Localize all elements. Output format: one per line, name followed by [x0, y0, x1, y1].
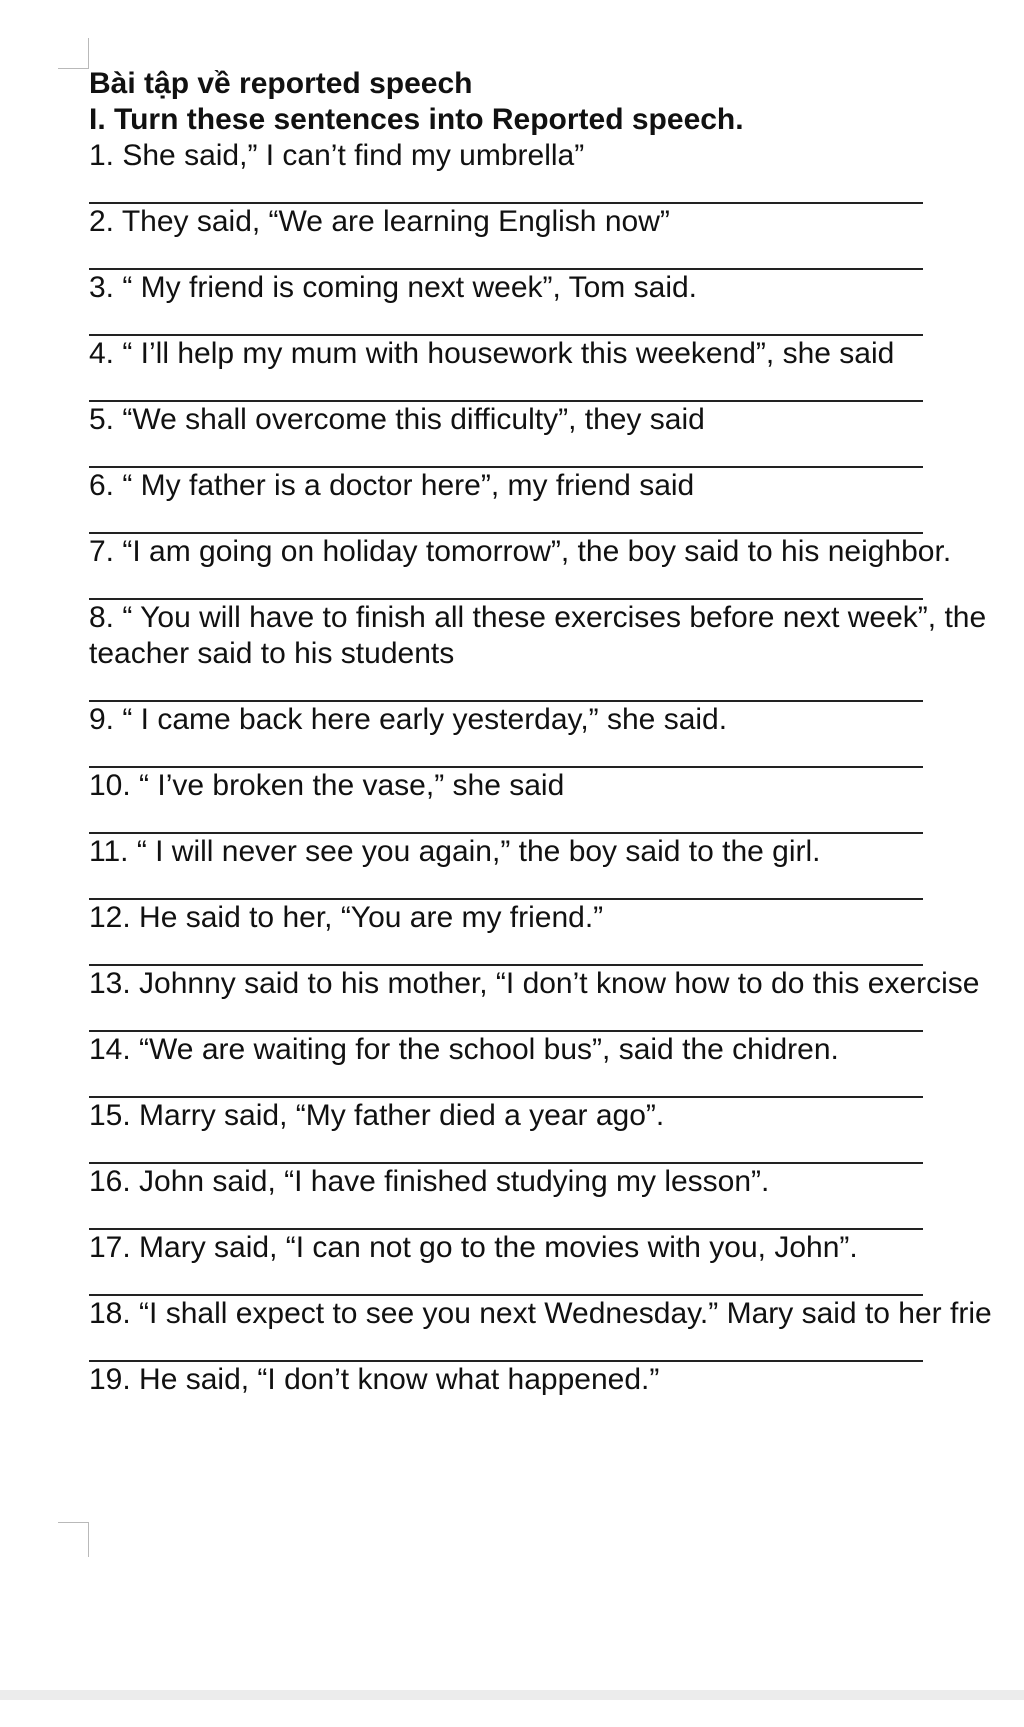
- exercise-sentence: 3. “ My friend is coming next week”, Tom said.: [89, 271, 697, 304]
- page-bottom-divider: [0, 1690, 1024, 1700]
- exercise-sentence: 18. “I shall expect to see you next Wednesday.” Mary said to her frie: [89, 1297, 992, 1330]
- exercise-item-9: [89, 702, 1024, 768]
- exercise-item-8: [89, 600, 1024, 702]
- exercise-item-12: [89, 900, 1024, 966]
- document-title: Bài tập về reported speech: [89, 67, 473, 100]
- exercise-item-1: [89, 138, 1024, 204]
- exercise-item-2: [89, 204, 1024, 270]
- exercise-sentence: 5. “We shall overcome this difficulty”, they said: [89, 403, 705, 436]
- exercise-sentence: 12. He said to her, “You are my friend.”: [89, 901, 604, 934]
- exercise-sentence: 13. Johnny said to his mother, “I don’t know how to do this exercise: [89, 967, 980, 1000]
- document-content: [89, 66, 1024, 1398]
- exercise-item-11: [89, 834, 1024, 900]
- exercise-sentence: 17. Mary said, “I can not go to the movies with you, John”.: [89, 1231, 858, 1264]
- exercise-sentence: 2. They said, “We are learning English now”: [89, 205, 670, 238]
- exercise-item-17: [89, 1230, 1024, 1296]
- exercise-sentence: 1. She said,” I can’t find my umbrella”: [89, 139, 585, 172]
- exercise-sentence: 15. Marry said, “My father died a year ago”.: [89, 1099, 665, 1132]
- exercise-item-10: [89, 768, 1024, 834]
- exercise-sentence: 7. “I am going on holiday tomorrow”, the boy said to his neighbor.: [89, 535, 952, 568]
- exercise-item-14: [89, 1032, 1024, 1098]
- exercise-sentence: 11. “ I will never see you again,” the boy said to the girl.: [89, 835, 821, 868]
- exercise-item-15: [89, 1098, 1024, 1164]
- exercise-sentence: 10. “ I’ve broken the vase,” she said: [89, 769, 565, 802]
- exercise-sentence: 16. John said, “I have finished studying my lesson”.: [89, 1165, 770, 1198]
- exercise-sentence: 8. “ You will have to finish all these exercises before next week”, the teacher said to his students: [89, 601, 987, 670]
- exercise-sentence: 6. “ My father is a doctor here”, my friend said: [89, 469, 695, 502]
- exercise-sentence: 4. “ I’ll help my mum with housework this weekend”, she said: [89, 337, 895, 370]
- exercise-item-5: [89, 402, 1024, 468]
- section-heading: I. Turn these sentences into Reported speech.: [89, 103, 744, 136]
- exercise-item-3: [89, 270, 1024, 336]
- page-corner-mark-top: [58, 38, 89, 69]
- page-corner-mark-bottom: [58, 1522, 89, 1557]
- exercise-item-16: [89, 1164, 1024, 1230]
- exercise-item-6: [89, 468, 1024, 534]
- exercise-item-18: [89, 1296, 1024, 1362]
- exercise-item-4: [89, 336, 1024, 402]
- exercise-item-7: [89, 534, 1024, 600]
- exercise-item-19: [89, 1362, 1024, 1398]
- exercise-sentence: 9. “ I came back here early yesterday,” she said.: [89, 703, 728, 736]
- exercise-item-13: [89, 966, 1024, 1032]
- exercise-sentence: 14. “We are waiting for the school bus”, said the chidren.: [89, 1033, 839, 1066]
- exercise-sentence: 19. He said, “I don’t know what happened.”: [89, 1363, 660, 1396]
